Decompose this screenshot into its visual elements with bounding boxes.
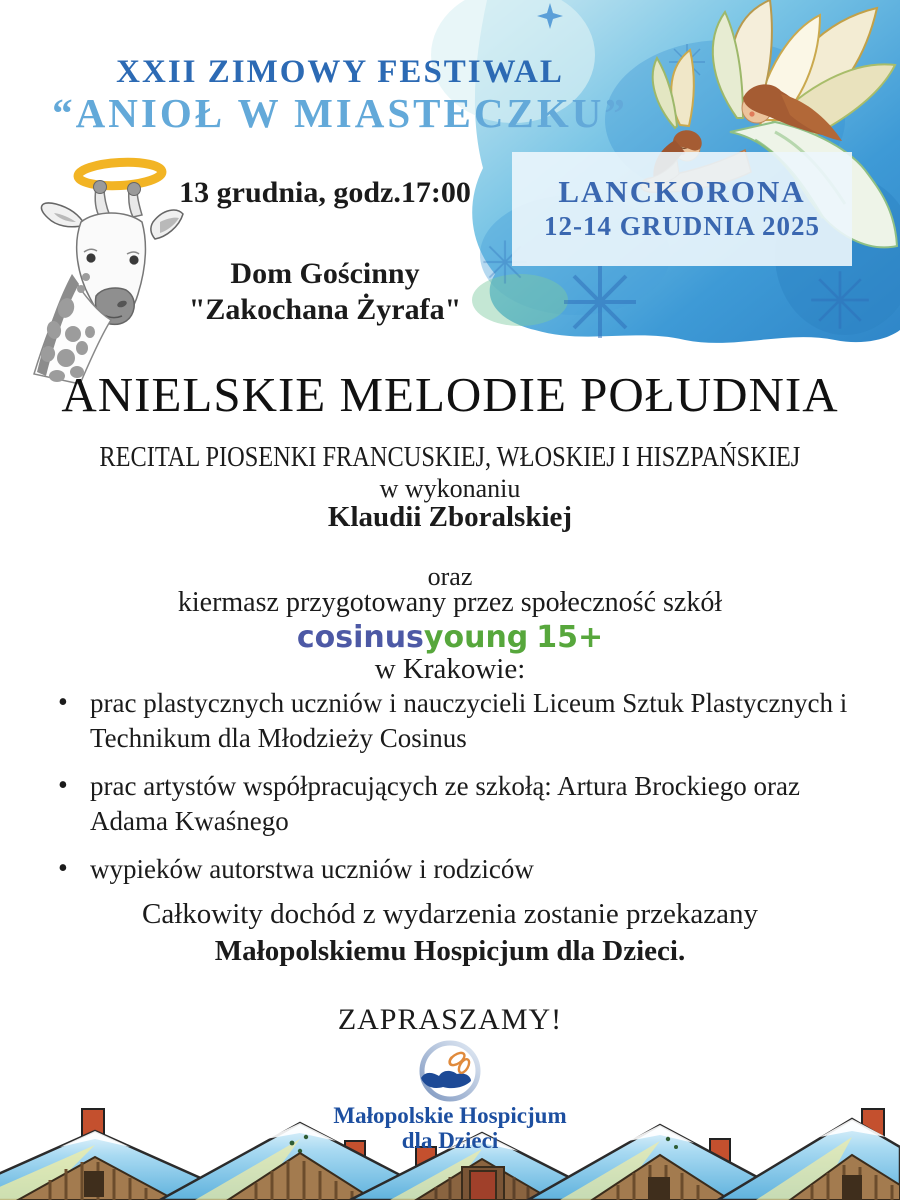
festival-header xyxy=(0,54,680,137)
performed-by-label: w wykonaniu xyxy=(379,474,521,503)
logo-ring xyxy=(422,1043,478,1099)
festival-name: XXII ZIMOWY FESTIWAL xyxy=(116,54,564,90)
list-item-text: prac plastycznych uczniów i nauczycieli Liceum Sztuk Plastycznych i Technikum dla Młodzieży Cosinus xyxy=(90,688,848,754)
list-item-text: wypieków autorstwa uczniów i rodziców xyxy=(90,854,534,885)
fair-intro: kiermasz przygotowany przez społeczność szkół xyxy=(177,587,723,618)
location-dates: 12-14 GRUDNIA 2025 xyxy=(543,211,820,242)
bullet-icon: • xyxy=(58,687,68,718)
performer-name: Klaudii Zboralskiej xyxy=(327,501,573,533)
bullet-icon: • xyxy=(58,853,68,885)
donation-line1: Całkowity dochód z wydarzenia zostanie przekazany xyxy=(142,898,758,930)
cosinus-logo-part2: young xyxy=(423,620,529,655)
donation-note xyxy=(0,896,900,969)
bullet-icon: • xyxy=(58,770,68,802)
festival-theme: “ANIOŁ W MIASTECZKU” xyxy=(52,89,628,136)
snowflake-icon xyxy=(811,271,869,329)
conjunction: oraz xyxy=(427,562,473,591)
hospice-name-line2: dla Dzieci xyxy=(401,1127,499,1153)
hospice-name-line1: Małopolskie Hospicjum xyxy=(333,1103,567,1128)
hospice-name xyxy=(0,1104,900,1154)
cosinus-logo-part3: 15+ xyxy=(536,620,604,655)
fair-items-list xyxy=(48,686,860,900)
list-item xyxy=(48,769,860,839)
location-badge xyxy=(512,152,852,266)
list-item-text: prac artystów współpracujących ze szkołą: Artura Brockiego oraz Adama Kwaśnego xyxy=(90,771,800,837)
list-item xyxy=(48,852,860,887)
city-line: w Krakowie: xyxy=(374,653,526,685)
donation-line2: Małopolskiemu Hospicjum dla Dzieci. xyxy=(214,934,686,967)
subtitle-text: RECITAL PIOSENKI FRANCUSKIEJ, WŁOSKIEJ I HISZPAŃSKIEJ xyxy=(99,442,801,473)
list-item xyxy=(48,686,860,756)
venue xyxy=(0,256,650,328)
cosinus-logo-part1: cosinus xyxy=(296,620,424,655)
venue-name: Dom Gościnny xyxy=(230,257,420,290)
event-date: 13 grudnia, godz.17:00 xyxy=(179,176,471,209)
location-name: LANCKORONA xyxy=(558,174,806,209)
closing-line: ZAPRASZAMY! xyxy=(337,1003,563,1036)
venue-subname: "Zakochana Żyrafa" xyxy=(188,293,462,326)
hospice-logo-icon xyxy=(413,1040,487,1104)
cosinus-young-logo xyxy=(0,620,900,655)
subtitle xyxy=(0,442,900,474)
page-title: ANIELSKIE MELODIE POŁUDNIA xyxy=(61,367,839,422)
